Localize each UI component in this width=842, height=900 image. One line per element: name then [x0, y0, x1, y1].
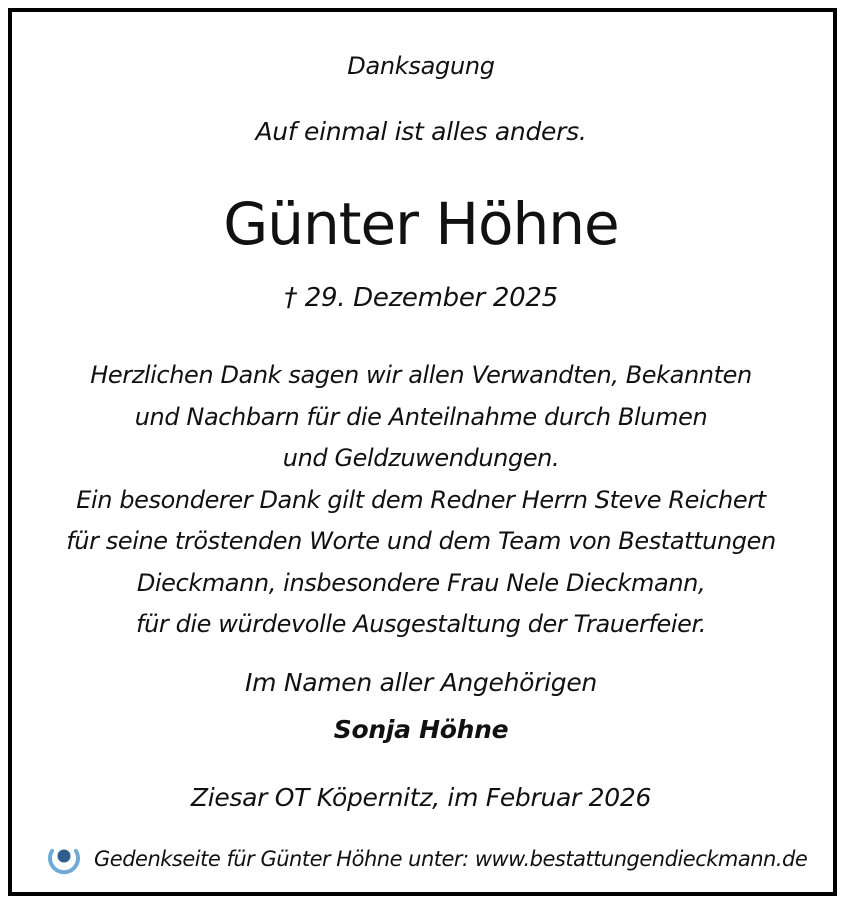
- closing-line: Im Namen aller Angehörigen: [245, 668, 597, 697]
- signer-name: Sonja Höhne: [333, 715, 509, 744]
- thanks-line: Ein besonderer Dank gilt dem Redner Herrn Steve Reichert: [76, 485, 766, 514]
- thanks-line: und Nachbarn für die Anteilnahme durch Blumen: [134, 402, 708, 431]
- thanks-line: und Geldzuwendungen.: [282, 444, 560, 472]
- deceased-name: Günter Höhne: [223, 190, 619, 258]
- memorial-logo-icon: [46, 841, 82, 877]
- memorial-page-link[interactable]: Gedenkseite für Günter Höhne unter: www.bestattungendieckmann.de: [94, 847, 808, 871]
- thanks-line: Dieckmann, insbesondere Frau Nele Dieckmann,: [136, 568, 706, 597]
- death-date: † 29. Dezember 2025: [284, 283, 558, 313]
- place-date: Ziesar OT Köpernitz, im Februar 2026: [190, 783, 652, 812]
- thanks-line: für seine tröstenden Worte und dem Team von Bestattungen: [66, 527, 776, 555]
- notice-motto: Auf einmal ist alles anders.: [255, 117, 587, 146]
- thanks-body: [0, 355, 842, 646]
- memorial-page-footer: [46, 840, 807, 878]
- thanks-line: Herzlichen Dank sagen wir allen Verwandten, Bekannten: [90, 361, 752, 389]
- thanks-line: für die würdevolle Ausgestaltung der Trauerfeier.: [136, 610, 706, 638]
- notice-heading: Danksagung: [347, 52, 495, 80]
